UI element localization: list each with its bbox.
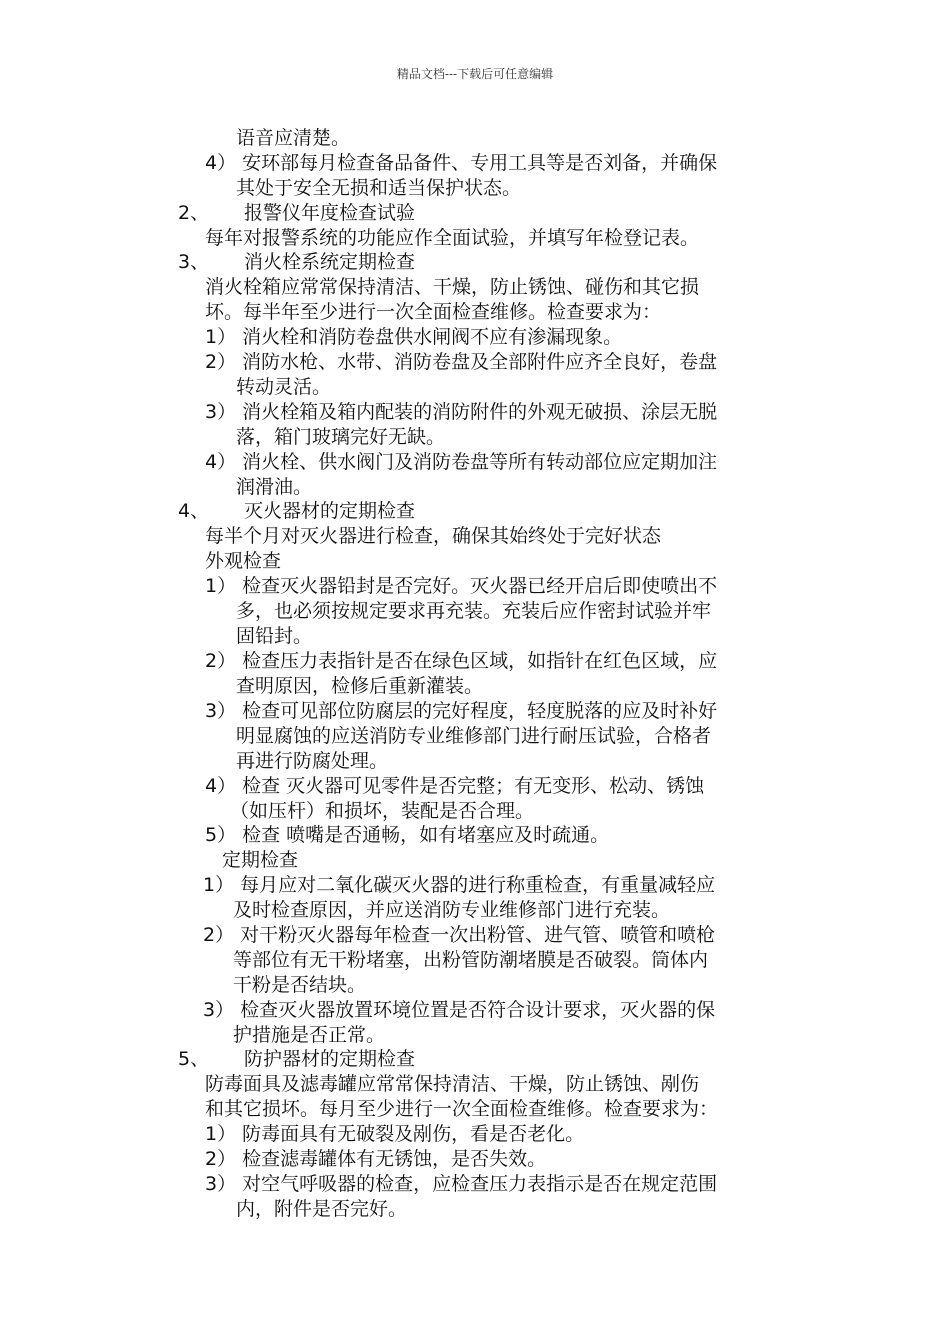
list-item: 4） 检查 灭火器可见零件是否完整；有无变形、松动、锈蚀 — [205, 775, 705, 797]
list-item: 3） 对空气呼吸器的检查，应检查压力表指示是否在规定范围 — [205, 1173, 718, 1195]
section-heading — [178, 250, 415, 274]
text-line: 其处于安全无损和适当保护状态。 — [236, 177, 522, 199]
list-item: 1） 每月应对二氧化碳灭火器的进行称重检查，有重量减轻应 — [203, 874, 716, 896]
list-item: 4） 消火栓、供水阀门及消防卷盘等所有转动部位应定期加注 — [205, 451, 718, 473]
text-line: 再进行防腐处理。 — [236, 750, 389, 772]
text-line: 转动灵活。 — [236, 376, 332, 398]
text-line: 查明原因，检修后重新灌装。 — [236, 675, 484, 697]
list-item: 2） 检查滤毒罐体有无锈蚀，是否失效。 — [205, 1148, 547, 1170]
section-title: 灭火器材的定期检查 — [244, 500, 416, 522]
subheading: 定期检查 — [222, 849, 299, 871]
list-item: 4） 安环部每月检查备品备件、专用工具等是否刘备，并确保 — [205, 152, 718, 174]
list-item: 3） 检查灭火器放置环境位置是否符合设计要求，灭火器的保 — [203, 999, 716, 1021]
section-heading — [178, 201, 415, 225]
text-line: 多，也必须按规定要求再充装。充装后应作密封试验并牢 — [236, 600, 712, 622]
list-item: 1） 检查灭火器铅封是否完好。灭火器已经开启后即使喷出不 — [205, 575, 718, 597]
text-line: 护措施是否正常。 — [233, 1024, 386, 1046]
text-line: 固铅封。 — [236, 625, 313, 647]
list-item: 1） 防毒面具有无破裂及剐伤，看是否老化。 — [205, 1123, 585, 1145]
text-line: 消火栓箱应常常保持清洁、干燥，防止锈蚀、碰伤和其它损 — [205, 276, 700, 298]
section-heading — [178, 499, 415, 523]
text-line: （如压杆）和损坏，装配是否合理。 — [230, 800, 535, 822]
text-line: 每年对报警系统的功能应作全面试验，并填写年检登记表。 — [205, 227, 700, 249]
section-number: 2、 — [178, 202, 210, 224]
text-line: 等部位有无干粉堵塞，出粉管防潮堵膜是否破裂。筒体内 — [233, 949, 709, 971]
text-line: 明显腐蚀的应送消防专业维修部门进行耐压试验，合格者 — [236, 725, 712, 747]
list-item: 3） 检查可见部位防腐层的完好程度，轻度脱落的应及时补好 — [205, 700, 718, 722]
text-line: 坏。每半年至少进行一次全面检查维修。检查要求为： — [205, 301, 662, 323]
text-line: 防毒面具及滤毒罐应常常保持清洁、干燥，防止锈蚀、剐伤 — [205, 1073, 700, 1095]
list-item: 2） 消防水枪、水带、消防卷盘及全部附件应齐全良好，卷盘 — [205, 351, 718, 373]
section-number: 3、 — [178, 251, 210, 273]
list-item: 5） 检查 喷嘴是否通畅，如有堵塞应及时疏通。 — [205, 824, 610, 846]
list-item: 2） 对干粉灭火器每年检查一次出粉管、进气管、喷管和喷枪 — [203, 924, 716, 946]
text-line: 内，附件是否完好。 — [236, 1198, 408, 1220]
section-heading — [178, 1047, 415, 1071]
text-line: 干粉是否结块。 — [233, 974, 367, 996]
text-line: 每半个月对灭火器进行检查，确保其始终处于完好状态 — [205, 525, 662, 547]
section-number: 5、 — [178, 1048, 210, 1070]
text-line: 和其它损坏。每月至少进行一次全面检查维修。检查要求为： — [205, 1098, 719, 1120]
section-title: 报警仪年度检查试验 — [244, 202, 416, 224]
section-number: 4、 — [178, 500, 210, 522]
text-line: 及时检查原因，并应送消防专业维修部门进行充装。 — [233, 899, 671, 921]
subheading: 外观检查 — [205, 550, 282, 572]
list-item: 2） 检查压力表指针是否在绿色区域，如指针在红色区域，应 — [205, 650, 718, 672]
section-title: 消火栓系统定期检查 — [244, 251, 416, 273]
list-item: 1） 消火栓和消防卷盘供水闸阀不应有渗漏现象。 — [205, 326, 623, 348]
list-item: 3） 消火栓箱及箱内配装的消防附件的外观无破损、涂层无脱 — [205, 401, 718, 423]
page-header: 精品文档---下载后可任意编辑 — [396, 67, 554, 81]
text-line: 语音应清楚。 — [236, 127, 351, 149]
text-line: 落，箱门玻璃完好无缺。 — [236, 426, 446, 448]
text-line: 润滑油。 — [236, 476, 313, 498]
section-title: 防护器材的定期检查 — [244, 1048, 416, 1070]
